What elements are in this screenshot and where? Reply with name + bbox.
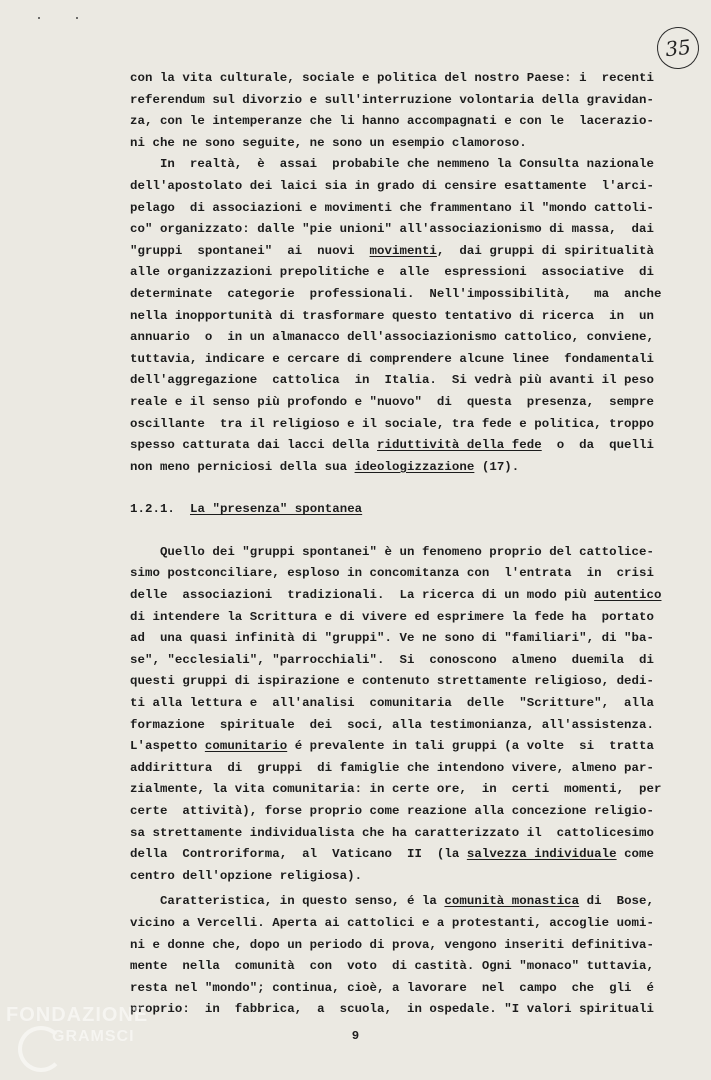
text-line: formazione spirituale dei soci, alla testimonianza, all'assistenza. (130, 717, 654, 732)
paragraph-4 (130, 891, 655, 1021)
text-line: sa strettamente individualista che ha caratterizzato il cattolicesimo (130, 825, 654, 840)
page-number: 9 (351, 1029, 360, 1043)
text-line: pelago di associazioni e movimenti che frammentano il "mondo cattoli- (130, 200, 654, 215)
text-line: Caratteristica, in questo senso, é la comunità monastica di Bose, (130, 894, 655, 909)
section-title: La "presenza" spontanea (190, 502, 363, 517)
text-line: alle organizzazioni prepolitiche e alle espressioni associative di (130, 265, 654, 280)
text-line: con la vita culturale, sociale e politica del nostro Paese: i recenti (130, 71, 654, 85)
paragraph-2 (130, 154, 662, 478)
text-line: co" organizzato: dalle "pie unioni" all'associazionismo di massa, dai (130, 222, 654, 237)
text-line: reale e il senso più profondo e "nuovo" di questa presenza, sempre (130, 394, 654, 409)
text-line: mente nella comunità con voto di castità. Ogni "monaco" tuttavia, (130, 959, 654, 974)
text-line: certe attività), forse proprio come reazione alla concezione religio- (130, 804, 654, 818)
text-line: dell'apostolato dei laici sia in grado di censire esattamente l'arci- (130, 178, 654, 193)
scan-speck (76, 17, 78, 19)
text-line: simo postconciliare, esploso in concomitanza con l'entrata in crisi (130, 566, 654, 581)
text-line: tuttavia, indicare e cercare di comprendere alcune linee fondamentali (130, 351, 654, 366)
watermark-ring-icon (18, 1026, 64, 1072)
text-line: spesso catturata dai lacci della riduttività della fede o da quelli (130, 438, 655, 453)
text-line: oscillante tra il religioso e il sociale, tra fede e politica, troppo (130, 416, 654, 431)
text-line: ti alla lettura e all'analisi comunitaria delle "Scritture", alla (130, 696, 654, 711)
page-stamp-number: 35 (655, 25, 701, 71)
paragraph-1 (130, 68, 654, 154)
text-line: non meno perniciosi della sua ideologizzazione (17). (130, 459, 520, 474)
section-number: 1.2.1. (130, 502, 175, 517)
scan-speck (38, 17, 40, 19)
text-line: delle associazioni tradizionali. La ricerca di un modo più autentico (130, 588, 662, 603)
text-line: questi gruppi di ispirazione e contenuto strettamente religioso, dedi- (130, 674, 654, 689)
text-line: della Controriforma, al Vaticano II (la salvezza individuale come (130, 847, 655, 862)
text-line: se", "ecclesiali", "parrocchiali". Si conoscono almeno duemila di (130, 652, 654, 667)
text-line: Quello dei "gruppi spontanei" è un fenomeno proprio del cattolice- (130, 544, 654, 559)
text-line: ni e donne che, dopo un periodo di prova, vengono inseriti definitiva- (130, 937, 654, 952)
text-line: di intendere la Scrittura e di vivere ed esprimere la fede ha portato (130, 609, 654, 624)
text-line: vicino a Vercelli. Aperta ai cattolici e a protestanti, accoglie uomi- (130, 915, 654, 930)
text-line: za, con le intemperanze che li hanno accompagnati e con le lacerazio- (130, 114, 654, 129)
paragraph-3 (130, 542, 662, 888)
watermark-line-2: GRAMSCI (52, 1028, 135, 1045)
text-line: zialmente, la vita comunitaria: in certe ore, in certi momenti, per (130, 782, 662, 797)
text-line: referendum sul divorzio e sull'interruzione volontaria della gravidan- (130, 92, 654, 107)
watermark-line-1: FONDAZIONE (6, 1004, 149, 1026)
text-line: In realtà, è assai probabile che nemmeno la Consulta nazionale (130, 157, 654, 172)
section-heading (130, 499, 612, 521)
text-line: "gruppi spontanei" ai nuovi movimenti, dai gruppi di spiritualità (130, 243, 655, 258)
text-line: determinate categorie professionali. Nell'impossibilità, ma anche (130, 286, 662, 301)
text-line: dell'aggregazione cattolica in Italia. Si vedrà più avanti il peso (130, 373, 654, 388)
text-line: ni che ne sono seguite, ne sono un esempio clamoroso. (130, 135, 527, 150)
text-line: annuario o in un almanacco dell'associazionismo cattolico, conviene, (130, 330, 654, 345)
text-line: L'aspetto comunitario é prevalente in tali gruppi (a volte si tratta (130, 739, 654, 754)
text-line: ad una quasi infinità di "gruppi". Ve ne sono di "familiari", di "ba- (130, 631, 654, 646)
archive-watermark-logo (6, 1004, 156, 1048)
text-line: addirittura di gruppi di famiglie che intendono vivere, almeno par- (130, 760, 654, 775)
body-text (130, 68, 662, 1021)
text-line: proprio: in fabbrica, a scuola, in ospedale. "I valori spirituali (130, 1002, 654, 1017)
text-line: centro dell'opzione religiosa). (130, 868, 363, 883)
text-line: nella inopportunità di trasformare questo tentativo di ricerca in un (130, 308, 654, 323)
text-line: resta nel "mondo"; continua, cioè, a lavorare nel campo che gli é (130, 980, 654, 995)
